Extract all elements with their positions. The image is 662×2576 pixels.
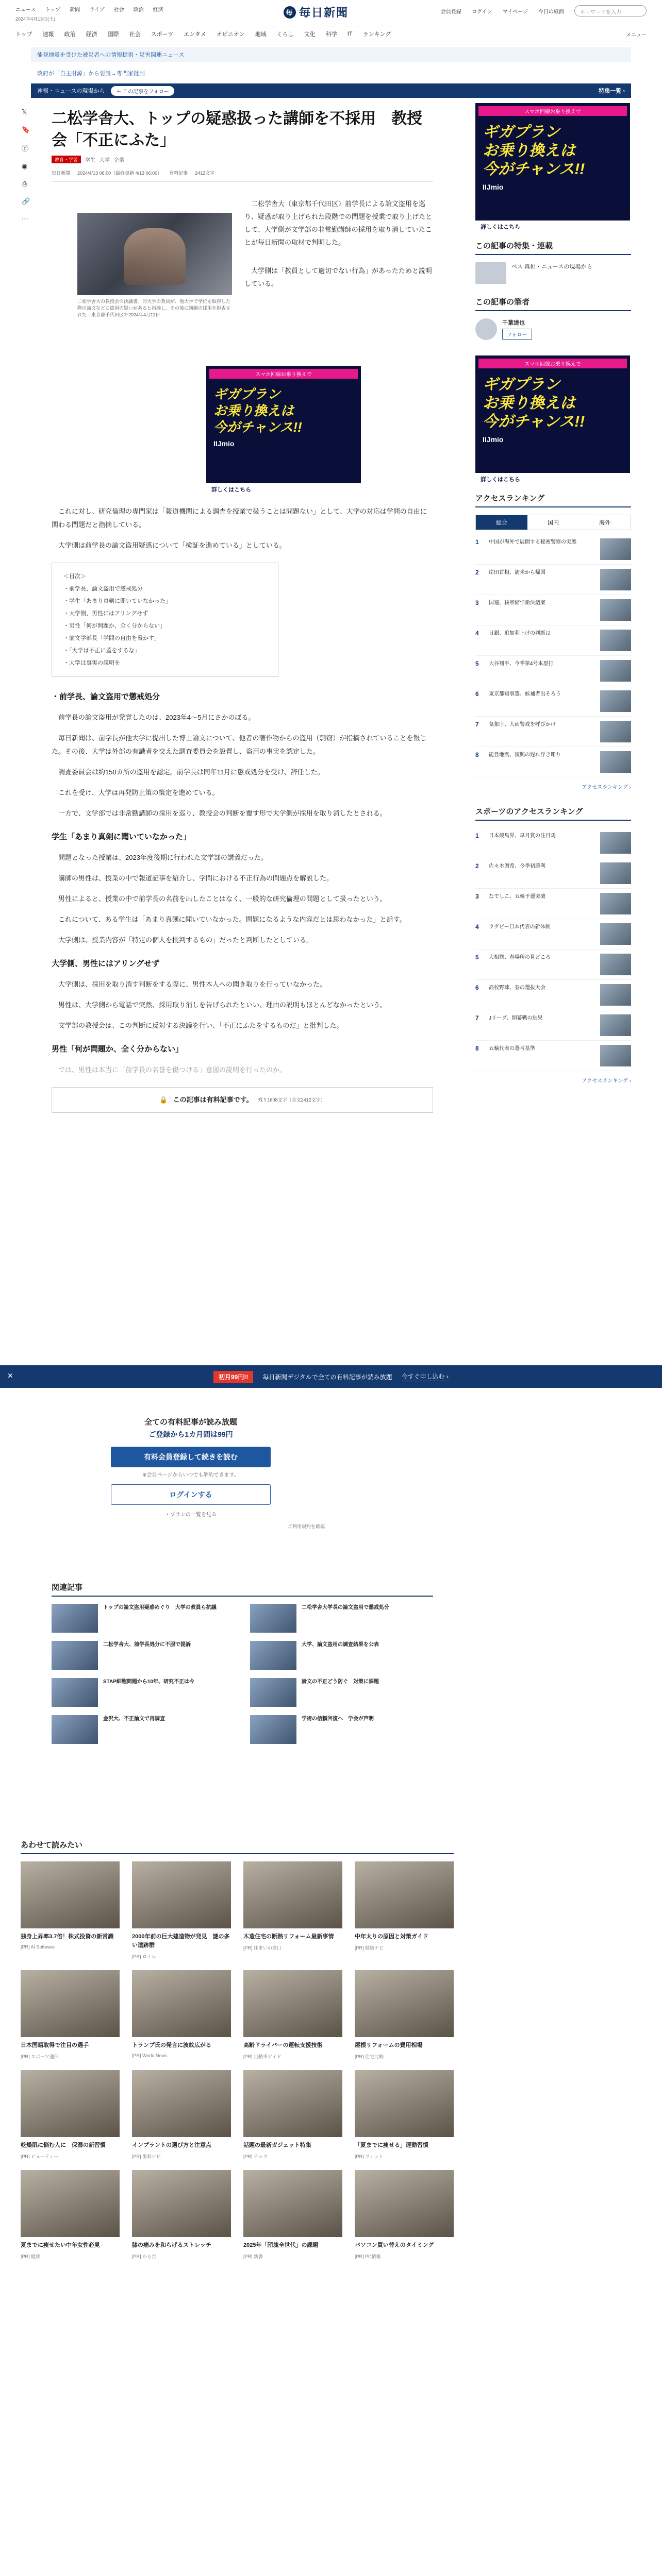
recommend-title: 2000年前の巨大建造物が発見 謎の多い遺跡群	[132, 1934, 230, 1948]
recommend-image	[243, 2170, 342, 2237]
recommend-image	[132, 1861, 231, 1928]
series-bar	[31, 83, 631, 98]
ranking-item[interactable]	[475, 980, 631, 1010]
facebook-icon[interactable]: ⓕ	[22, 145, 29, 152]
recommend-source: [PR] からだ	[132, 2254, 157, 2259]
more-ranking-link[interactable]: アクセスランキング ›	[582, 1078, 631, 1084]
toplink[interactable]: 新聞	[70, 7, 80, 13]
ranking-title: 高校野球、春の選抜大会	[489, 985, 545, 991]
recommend-title: 日本国籍取得で注目の選手	[21, 2042, 89, 2048]
ranking-title: Jリーグ、開幕戦の結果	[489, 1015, 543, 1021]
related-thumb	[52, 1715, 98, 1744]
ranking-number: 5	[475, 660, 479, 667]
ranking-title: 佐々木朗希、今季初勝利	[489, 863, 545, 869]
recommend-card[interactable]	[21, 2170, 120, 2260]
article	[52, 98, 433, 1104]
ranking-thumb	[600, 923, 631, 945]
toplink[interactable]: 経済	[153, 7, 163, 13]
tag[interactable]: 学生	[85, 158, 96, 163]
related-thumb	[250, 1678, 296, 1707]
ranking-number: 4	[475, 630, 479, 637]
toplink[interactable]: トップ	[45, 7, 61, 13]
ranking-item[interactable]	[475, 565, 631, 595]
nav-item[interactable]: 文化	[304, 31, 316, 38]
related-thumb	[52, 1641, 98, 1670]
recommended	[21, 1839, 454, 2260]
alert-banner[interactable]: 能登地震を受けた被災者への情報提供・災害関連ニュース	[31, 47, 631, 62]
toplink[interactable]: 社会	[113, 7, 124, 13]
register-link[interactable]: 会員登録	[440, 9, 461, 15]
ranking-title: 五輪代表の選考基準	[489, 1046, 535, 1052]
login-button[interactable]: ログインする	[111, 1484, 271, 1505]
related-title: 論文の不正どう防ぐ 対策に課題	[302, 1679, 379, 1685]
recommend-source: [PR] World News	[132, 2053, 168, 2058]
ranking-thumb	[600, 569, 631, 590]
recommend-source: [PR] ロナル	[132, 1954, 156, 1959]
sports-ranking-title: スポーツのアクセスランキング	[475, 806, 631, 821]
related-title: 学術の信頼回復へ 学会が声明	[302, 1716, 374, 1722]
ranking-title: 能登地震、復興の遅れ浮き彫り	[489, 752, 561, 758]
recommend-title: パソコン買い替えのタイミング	[355, 2242, 434, 2248]
lead-paragraph: 二松学舎大（東京都千代田区）前学長による論文盗用を巡り、疑惑が取り上げられた段階での問題を授業で取り上げたとして、大学側が文学部の非常勤講師の採用を取り消していたことが毎日新聞の取材で判明した。	[244, 200, 433, 246]
close-icon[interactable]: ✕	[7, 1371, 13, 1380]
recommend-title: 木造住宅の断熱リフォーム最新事情	[243, 1934, 334, 1940]
recommend-title: 高齢ドライバーの運転支援技術	[243, 2042, 323, 2048]
nav-item[interactable]: 科学	[325, 31, 337, 38]
recommend-image	[243, 2070, 342, 2137]
toplink[interactable]: ライブ	[89, 7, 105, 13]
recommend-title: 屋根リフォームの費用相場	[355, 2042, 423, 2048]
mypage-link[interactable]: マイページ	[502, 9, 528, 15]
related-thumb	[250, 1641, 296, 1670]
recommend-title: 膝の痛みを和らげるストレッチ	[132, 2242, 211, 2248]
lead-paragraph: 大学側は「教員として適切でない行為」があったためと説明している。	[244, 267, 432, 287]
ranking-item[interactable]	[475, 534, 631, 565]
site-logo[interactable]: 毎 毎日新聞	[284, 4, 349, 20]
table-of-contents: ＜目次＞ ・前学長、論文盗用で懲戒処分 ・学生「あまり真剣に聞いていなかった」 ・大学側、男性にはアリングせず ・男性「何が問題か、全く分からない」 ・前文学部長「学問の自由を脅かす」 ・「大学は不正に蓋をするな」 ・大学は事実の説明を	[52, 563, 278, 677]
plans-link[interactable]: ・プランの一覧を見る	[165, 1512, 217, 1518]
recommend-title: トランプ氏の発言に波紋広がる	[132, 2042, 211, 2048]
sidebar-ad[interactable]: スマホ回線お乗り換えで ギガプラン お乗り換えは 今がチャンス!! IIJmio 詳しくはこちら	[475, 355, 630, 484]
ranking-number: 3	[475, 599, 479, 606]
ranking-thumb	[600, 538, 631, 560]
ranking-item[interactable]	[475, 919, 631, 950]
ranking-thumb	[600, 954, 631, 975]
recommend-card[interactable]	[355, 2170, 454, 2260]
section-heading: 学生「あまり真剣に聞いていなかった」	[52, 833, 191, 841]
ranking-number: 8	[475, 751, 479, 758]
nav-item[interactable]: トップ	[15, 31, 32, 38]
tab-all[interactable]: 総合	[476, 515, 527, 530]
faded-paragraph: では、男性は本当に「前学長の名誉を傷つける」意図の説明を行ったのか。	[58, 1066, 287, 1074]
recommend-card[interactable]	[355, 2070, 454, 2160]
related-thumb	[250, 1715, 296, 1744]
ranking-item[interactable]	[475, 1010, 631, 1041]
nav-item[interactable]: 国際	[107, 31, 119, 38]
related-item[interactable]	[250, 1715, 433, 1744]
sidebar-ad[interactable]: スマホ回線お乗り換えで ギガプラン お乗り換えは 今がチャンス!! IIJmio 詳しくはこちら	[475, 103, 630, 232]
recommend-card[interactable]	[21, 1861, 120, 1960]
tag[interactable]: 企業	[114, 158, 125, 163]
ad-headline: ギガプラン お乗り換えは 今がチャンス!!	[483, 376, 585, 430]
recommend-card[interactable]	[21, 2070, 120, 2160]
related-title: 二松学舎大、前学長処分に不服で提訴	[103, 1642, 191, 1648]
ranking-item[interactable]	[475, 595, 631, 625]
recommend-image	[243, 1861, 342, 1928]
x-share-icon[interactable]: 𝕏	[22, 108, 27, 116]
toplink[interactable]: ニュース	[15, 7, 36, 13]
ranking-title: 大相撲、春場所の見どころ	[489, 955, 551, 960]
recommend-image	[355, 1970, 454, 2037]
ranking-title: 大谷翔平、今季第4号本塁打	[489, 661, 554, 667]
recommend-source: [PR] PC情報	[355, 2254, 381, 2259]
related-thumb	[52, 1604, 98, 1633]
ranking-thumb	[600, 1045, 631, 1066]
menu-button[interactable]: メニュー	[626, 32, 647, 38]
ranking-list	[475, 534, 631, 777]
author-title: この記事の筆者	[475, 296, 631, 311]
ranking-title: ラグビー日本代表の新体制	[489, 924, 551, 930]
ranking-title: 日本競馬界、皐月賞の注目馬	[489, 833, 556, 839]
section-heading: ・前学長、論文盗用で懲戒処分	[52, 692, 160, 701]
series-label[interactable]: 速報・ニュースの現場から	[37, 88, 105, 94]
paper-link[interactable]: 今日の紙面	[538, 9, 564, 15]
recommend-source: [PR] 健康	[21, 2254, 41, 2259]
nav-item[interactable]: 速報	[42, 31, 54, 38]
tab-overseas[interactable]: 海外	[599, 520, 610, 526]
related-title: トップの論文盗用疑惑めぐり 大学の教員ら抗議	[103, 1605, 217, 1611]
category-tag[interactable]: 教育・学習	[52, 156, 81, 163]
ranking-number: 7	[475, 721, 479, 728]
follow-button[interactable]: フォロー	[502, 329, 532, 340]
ranking-thumb	[600, 893, 631, 914]
line-icon[interactable]: ◉	[22, 162, 28, 170]
top-header	[0, 0, 662, 26]
related-thumb	[52, 1678, 98, 1707]
ranking-tabs	[475, 515, 631, 530]
recommend-image	[21, 2170, 120, 2237]
related-articles	[52, 1582, 433, 1744]
link-icon[interactable]: 🔗	[22, 197, 30, 205]
section-heading: 男性「何が問題か、全く分からない」	[52, 1045, 184, 1054]
recommend-source: [PR] 自動車ガイド	[243, 2054, 282, 2059]
nav-item[interactable]: 経済	[86, 31, 97, 38]
article-body: これに対し、研究倫理の専門家は「報道機関による調査を授業で扱うことは問題ない」として、大学の対応は学問の自由に関わる問題だと指摘している。 大学側は前学長の論文盗用疑惑について「検証を進めている」としている。 ＜目次＞ ・前学長、論文盗用で懲戒処分 ・学生「あまり真剣に聞いていなかった」 ・大学側、男性にはアリングせず ・男性「何が問題か、全く分からない」 ・前文学部長「学問の自由を脅かす」 ・「大学は不正に蓋をするな」 ・大学は事実の説明を ・前学長、論文盗用で懲戒処分 前学長の論文盗用が発覚したのは、2023年4～5月にさかのぼる。 毎日新聞は、前学長が他大学に提出した博士論文について、他者の著作物からの盗用（剽窃）が指摘されていることを報じた。その後、大学は外部の有識者を交えた調査委員会を設置し、盗用の事実を認定した。 調査委員会は約150カ所の盗用を認定。前学長は同年11月に懲戒処分を受け、辞任した。 これを受け、大学は再発防止策の策定を進めている。 一方で、文学部では非常勤講師の採用を巡り、教授会の判断を覆す形で大学側が採用を取り消したとされる。 学生「あまり真剣に聞いていなかった」 問題となった授業は、2023年度後期に行われた文学部の講義だった。 講師の男性は、授業の中で報道記事を紹介し、学問における不正行為の問題点を解説した。 男性によると、授業の中で前学長の名前を出したことはなく、一般的な研究倫理の問題として扱ったという。 これについて、ある学生は「あまり真剣に聞いていなかった。問題になるような内容だとは思わなかった」と話す。 大学側は、授業内容が「特定の個人を批判するもの」だったと判断したとしている。 大学側、男性にはアリングせず 大学側は、採用を取り消す判断をする際に、男性本人への聞き取りを行っていなかった。 男性は、大学側から電話で突然、採用取り消しを告げられたといい、理由の説明もほとんどなかったという。 文学部の教授会は、この判断に反対する決議を行い、「不正にふたをするものだ」と批判した。 男性「何が問題か、全く分からない」 では、男性は本当に「前学長の名誉を傷つける」意図の説明を行ったのか。 🔒 この記事は有料記事です。 残り1608文字（全文2412文字）	[52, 505, 433, 1123]
subscribe-float-bar: ✕ 初月99円!! 毎日新聞デジタルで全ての有料記事が読み放題 今すぐ申し込む ›	[0, 1365, 662, 1388]
ranking-thumb	[600, 599, 631, 621]
more-ranking-link[interactable]: アクセスランキング ›	[582, 785, 631, 790]
recommend-card[interactable]	[243, 1970, 342, 2060]
author-card: 千葉達也 フォロー	[475, 318, 631, 340]
global-nav	[0, 26, 662, 42]
recommend-source: [PR] 住まいの窓口	[243, 1945, 282, 1951]
nav-item[interactable]: IT	[347, 31, 353, 37]
recommend-card[interactable]	[132, 1970, 231, 2060]
related-title: 大学、論文盗用の調査結果を公表	[302, 1642, 379, 1648]
alert-banner-2[interactable]: 政府が「自主財源」から要請→専門家批判	[37, 71, 145, 77]
related-title: 金沢大、不正論文で再調査	[103, 1716, 165, 1722]
recommend-image	[21, 2070, 120, 2137]
recommend-title: 独身上昇率3.7倍！株式投資の新常識	[21, 1934, 114, 1940]
subscribe-link[interactable]: 今すぐ申し込む ›	[401, 1373, 449, 1380]
ranking-thumb	[600, 630, 631, 651]
ranking-number: 7	[475, 1014, 479, 1022]
ranking-number: 2	[475, 569, 479, 576]
recommend-image	[355, 2170, 454, 2237]
recommend-title: 2025年「団塊全世代」の課題	[243, 2242, 319, 2248]
ranking-thumb	[600, 660, 631, 682]
recommend-card[interactable]	[21, 1970, 120, 2060]
recommend-card[interactable]	[355, 1970, 454, 2060]
ranking-item[interactable]	[475, 625, 631, 656]
recommend-image	[355, 1861, 454, 1928]
related-thumb	[250, 1604, 296, 1633]
terms-link[interactable]: ご利用規約を確認	[287, 1524, 325, 1529]
article-lead	[52, 197, 433, 317]
ranking-number: 1	[475, 538, 479, 546]
ranking-thumb	[600, 690, 631, 712]
ranking-thumb	[600, 832, 631, 854]
recommend-image	[132, 1970, 231, 2037]
nav-item[interactable]: エンタメ	[184, 31, 206, 38]
ranking-item[interactable]	[475, 747, 631, 777]
paywall-notice: 🔒 この記事は有料記事です。 残り1608文字（全文2412文字）	[52, 1087, 433, 1113]
related-item[interactable]	[52, 1604, 235, 1633]
ad-headline: ギガプラン お乗り換えは 今がチャンス!!	[213, 386, 302, 435]
series-thumb	[475, 262, 506, 284]
nav-item[interactable]: 社会	[129, 31, 141, 38]
recommend-title: 「夏までに痩せる」運動習慣	[355, 2142, 428, 2148]
top-links	[15, 5, 163, 13]
recommend-image	[355, 2070, 454, 2137]
recommend-source: [PR] ビューティー	[21, 2154, 59, 2159]
recommend-source: [PR] 新書	[243, 2254, 263, 2259]
subscribe-button[interactable]: 有料会員登録して続きを読む	[111, 1447, 271, 1467]
ranking-title: 日銀、追加利上げの判断は	[489, 631, 551, 636]
ranking-item[interactable]	[475, 656, 631, 686]
nav-item[interactable]: くらし	[276, 31, 294, 38]
recommend-card[interactable]	[132, 1861, 231, 1960]
recommend-source: [PR] 健康ナビ	[355, 1945, 384, 1951]
avatar	[475, 318, 497, 340]
recommend-card[interactable]	[132, 2170, 231, 2260]
share-bar	[22, 108, 30, 223]
ad-headline: ギガプラン お乗り換えは 今がチャンス!!	[483, 124, 585, 178]
login-link[interactable]: ログイン	[471, 9, 492, 15]
recommend-title: インプラントの選び方と注意点	[132, 2142, 211, 2148]
ranking-list	[475, 828, 631, 1071]
byline: 毎日新聞 2024/4/13 06:00（最終更新 4/13 06:00） 有料記事 2412文字	[52, 170, 433, 182]
recommend-card[interactable]	[243, 2070, 342, 2160]
recommend-title: 話題の最新ガジェット特集	[243, 2142, 311, 2148]
article-figure	[77, 213, 232, 318]
ranking-thumb	[600, 751, 631, 773]
recommend-card[interactable]	[355, 1861, 454, 1960]
logo-mark-icon: 毎	[284, 6, 296, 19]
ranking-item[interactable]	[475, 1041, 631, 1071]
ranking-number: 1	[475, 832, 479, 839]
ranking-item[interactable]	[475, 950, 631, 980]
ranking-number: 6	[475, 984, 479, 991]
sidebar	[475, 98, 631, 1099]
recommend-source: [PR] スポーツ通信	[21, 2054, 59, 2059]
ranking-number: 2	[475, 862, 479, 870]
recommend-image	[132, 2070, 231, 2137]
section-title: 関連記事	[52, 1582, 433, 1597]
ranking-thumb	[600, 862, 631, 884]
header-date: 2024年4月13日(土)	[15, 16, 56, 22]
nav-item[interactable]: 地域	[255, 31, 267, 38]
recommend-title: 乾燥肌に悩む人に 保湿の新習慣	[21, 2142, 106, 2148]
section-title: あわせて読みたい	[21, 1839, 454, 1854]
article-photo[interactable]	[77, 213, 232, 295]
ranking-number: 5	[475, 954, 479, 961]
ranking-item[interactable]	[475, 828, 631, 858]
related-item[interactable]	[52, 1678, 235, 1707]
header-right	[441, 5, 647, 16]
feature-list-link[interactable]: 特集一覧 ›	[599, 88, 625, 94]
ranking-number: 6	[475, 690, 479, 698]
series-item[interactable]: ベス 真相・ニュースの現場から	[475, 262, 631, 284]
article-tags	[52, 156, 433, 163]
recommend-image	[21, 1861, 120, 1928]
search-input[interactable]: キーワードを入力	[574, 5, 647, 16]
recommend-title: 中年太りの原因と対策ガイド	[355, 1934, 428, 1940]
photo-caption: 二松学舎大の教授会の決議書。同大学の教員が、他大学で学位を取得した際の論文などに盗用の疑いがあると指摘し、その後に講師の採用を拒否された＝東京都千代田区で2024年4月11日	[77, 299, 231, 317]
nav-item[interactable]: オピニオン	[216, 31, 245, 38]
related-item[interactable]	[52, 1641, 235, 1670]
section-heading: 大学側、男性にはアリングせず	[52, 959, 160, 968]
bookmark-icon[interactable]: 🔖	[22, 126, 30, 133]
related-title: 二松学舎大学長の論文盗用で懲戒処分	[302, 1605, 389, 1611]
ranking-number: 4	[475, 923, 479, 930]
ranking-thumb	[600, 984, 631, 1006]
ranking-item[interactable]	[475, 686, 631, 717]
ranking-title: 国連、核軍縮で新決議案	[489, 600, 545, 606]
toplink[interactable]: 政治	[133, 7, 144, 13]
ranking-title: なでしこ、五輪予選突破	[489, 894, 545, 900]
ranking-item[interactable]	[475, 889, 631, 919]
recommend-image	[21, 1970, 120, 2037]
ranking-title: 気象庁、大雨警戒を呼びかけ	[489, 722, 556, 727]
article-title: 二松学舎大、トップの疑惑扱った講師を不採用 教授会「不正にふた」	[52, 110, 423, 149]
nav-item[interactable]: ランキング	[362, 31, 391, 38]
recommend-source: [PR] フィット	[355, 2154, 384, 2159]
recommend-title: 夏までに痩せたい中年女性必見	[21, 2242, 100, 2248]
recommend-source: [PR] 歯科ナビ	[132, 2154, 161, 2159]
related-item[interactable]	[250, 1604, 433, 1633]
related-item[interactable]	[52, 1715, 235, 1744]
ranking-title: 東京都知事選、候補者出そろう	[489, 691, 561, 697]
nav-item[interactable]: スポーツ	[151, 31, 174, 38]
recommend-image	[132, 2170, 231, 2237]
follow-series-button[interactable]: ＋ この記事をフォロー	[111, 86, 174, 96]
lock-icon: 🔒	[159, 1096, 168, 1104]
more-icon[interactable]: ⋯	[22, 215, 28, 223]
tab-domestic[interactable]: 国内	[548, 520, 559, 526]
related-title: STAP細胞問題から10年、研究不正は今	[103, 1679, 195, 1685]
recommend-card[interactable]	[132, 2070, 231, 2160]
registration-box: 全ての有料記事が読み放題 ご登録から1カ月間は99円 有料会員登録して続きを読む ※会員ページからいつでも解約できます。 ログインする ・プランの一覧を見る ご利用規約を確認	[0, 1417, 382, 1530]
recommend-card[interactable]	[243, 2170, 342, 2260]
related-item[interactable]	[250, 1678, 433, 1707]
recommend-source: [PR] テック	[243, 2154, 268, 2159]
nav-item[interactable]: 政治	[64, 31, 76, 38]
recommend-image	[243, 1970, 342, 2037]
ranking-title: アクセスランキング	[475, 493, 631, 507]
print-icon[interactable]: ⎙	[22, 180, 27, 188]
ranking-thumb	[600, 721, 631, 742]
advertisement[interactable]: スマホ回線お乗り換えで ギガプラン お乗り換えは 今がチャンス!! IIJmio 詳しくはこちら	[206, 366, 361, 495]
related-item[interactable]	[250, 1641, 433, 1670]
ranking-item[interactable]	[475, 717, 631, 747]
recommend-card[interactable]	[243, 1861, 342, 1960]
recommend-source: [PR] AI Software	[21, 1944, 55, 1950]
tag[interactable]: 大学	[100, 158, 110, 163]
series-title: この記事の特集・連載	[475, 240, 631, 255]
ranking-title: 岸田首相、訪米から帰国	[489, 570, 545, 575]
ranking-item[interactable]	[475, 858, 631, 889]
ranking-thumb	[600, 1014, 631, 1036]
ranking-number: 8	[475, 1045, 479, 1052]
ranking-title: 中国が海外で展開する秘密警察の実態	[489, 539, 576, 545]
ranking-number: 3	[475, 893, 479, 900]
recommend-source: [PR] 住宅比較	[355, 2054, 384, 2059]
